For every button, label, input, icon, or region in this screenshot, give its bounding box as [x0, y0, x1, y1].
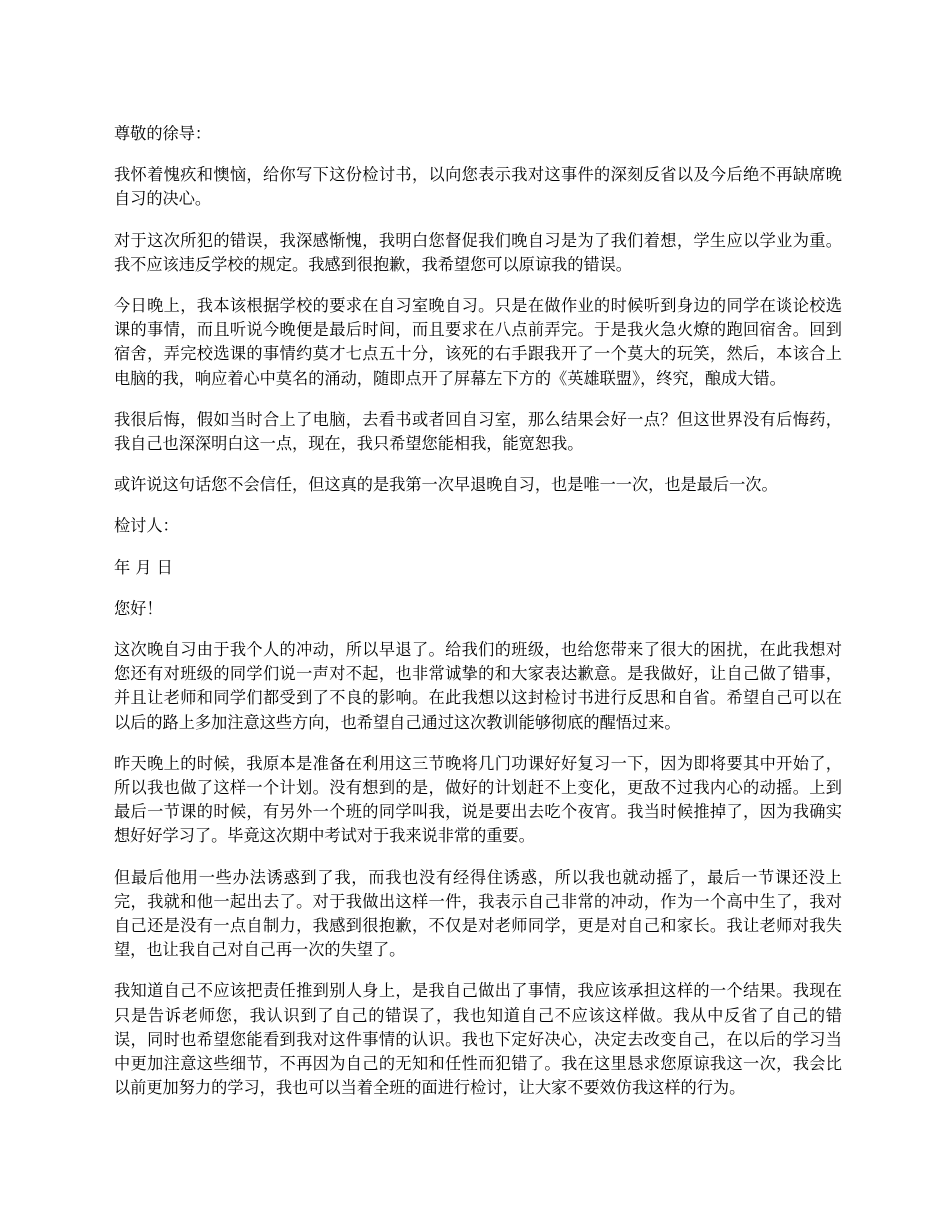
paragraph-responsibility: 我知道自己不应该把责任推到别人身上，是我自己做出了事情，我应该承担这样的一个结果。我现在只是告诉老师您，我认识到了自己的错误了，我也知道自己不应该这样做。我从中反省了自己的错误，同时也希望您能看到我对这件事情的认识。我也下定好决心，决定去改变自己，在以后的学习当中更加注意这些细节，不再因为自己的无知和任性而犯错了。我在这里恳求您原谅我这一次，我会比以前更加努力的学习，我也可以当着全班的面进行检讨，让大家不要效仿我这样的行为。 [114, 981, 842, 1098]
date-line: 年 月 日 [114, 557, 173, 577]
paragraph-temptation: 但最后他用一些办法诱惑到了我，而我也没有经得住诱惑，所以我也就动摇了，最后一节课还没上完，我就和他一起出去了。对于我做出这样一件，我表示自己非常的冲动，作为一个高中生了，我对自己还是没有一点自制力，我感到很抱歉，不仅是对老师同学，更是对自己和家长。我让老师对我失望，也让我自己对自己再一次的失望了。 [114, 867, 842, 960]
paragraph-incident: 今日晚上，我本该根据学校的要求在自习室晚自习。只是在做作业的时候听到身边的同学在谈论校选课的事情，而且听说今晚便是最后时间，而且要求在八点前弄完。于是我火急火燎的跑回宿舍。回到宿舍，弄完校选课的事情约莫才七点五十分，该死的右手跟我开了一个莫大的玩笑，然后，本该合上电脑的我，响应着心中莫名的涌动，随即点开了屏幕左下方的《英雄联盟》，终究，酿成大错。 [114, 296, 842, 388]
paragraph-second-intro: 这次晚自习由于我个人的冲动，所以早退了。给我们的班级，也给您带来了很大的困扰，在此我想对您还有对班级的同学们说一声对不起，也非常诚挚的和大家表达歉意。是我做好，让自己做了错事，并且让老师和同学们都受到了不良的影响。在此我想以这封检讨书进行反思和自省。希望自己可以在以后的路上多加注意这些方向，也希望自己通过这次教训能够彻底的醒悟过来。 [114, 640, 842, 732]
signature-label: 检讨人： [114, 516, 179, 536]
paragraph-regret: 我很后悔，假如当时合上了电脑，去看书或者回自习室，那么结果会好一点？但这世界没有后悔药，我自己也深深明白这一点，现在，我只希望您能相我，能宽恕我。 [114, 409, 842, 454]
salutation: 尊敬的徐导： [114, 124, 212, 143]
paragraph-apology: 对于这次所犯的错误，我深感惭愧，我明白您督促我们晚自习是为了我们着想，学生应以学业为重。我不应该违反学校的规定。我感到很抱歉，我希望您可以原谅我的错误。 [114, 230, 842, 274]
paragraph-yesterday: 昨天晚上的时候，我原本是准备在利用这三节晚将几门功课好好复习一下，因为即将要其中开始了，所以我也做了这样一个计划。没有想到的是，做好的计划赶不上变化，更敌不过我内心的动摇。上到最后一节课的时候，有另外一个班的同学叫我，说是要出去吃个夜宵。我当时候推掉了，因为我确实想好好学习了。毕竟这次期中考试对于我来说非常的重要。 [114, 753, 842, 846]
greeting: 您好！ [114, 598, 163, 618]
document-body [114, 122, 842, 1118]
paragraph-promise: 或许说这句话您不会信任，但这真的是我第一次早退晚自习，也是唯一一次，也是最后一次。 [114, 475, 778, 495]
paragraph-intro: 我怀着愧疚和懊恼，给你写下这份检讨书，以向您表示我对这事件的深刻反省以及今后绝不再缺席晚自习的决心。 [114, 165, 842, 209]
